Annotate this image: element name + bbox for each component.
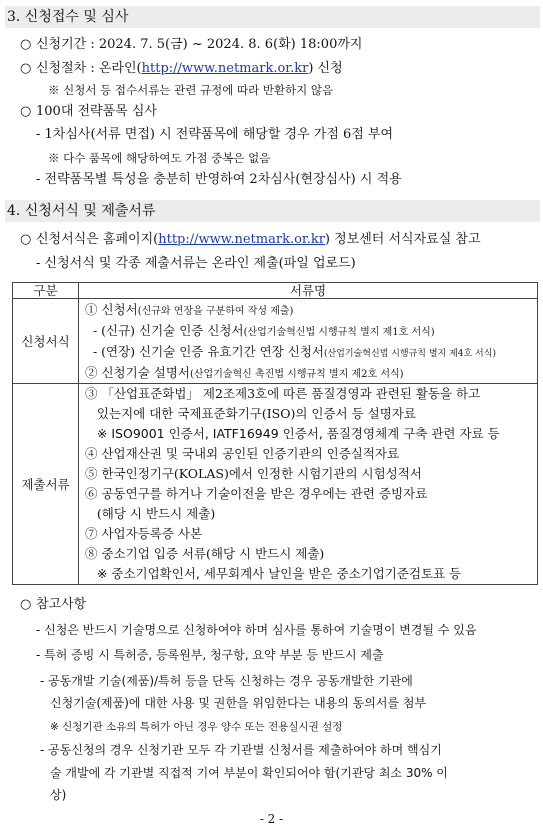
notes-line-3-note: ※ 신청기관 소유의 특허가 아닌 경우 양수 또는 전용실시권 설정 [50,721,343,733]
apply-period: ○ 신청기간 : 2024. 7. 5(금) ~ 2024. 8. 6(화) 18:00까지 [20,37,363,52]
notes-line-3a: - 공동개발 기술(제품)/특허 등을 단독 신청하는 경우 공동개발한 기관에 [40,674,413,688]
list-item: ⑧ 중소기업 입증 서류(해당 시 반드시 제출) [85,546,325,561]
notes-line-4b: 술 개발에 각 기관별 직접적 기여 부분이 확인되어야 함(기관당 최소 30% 이 [50,766,448,780]
list-item: ⑦ 사업자등록증 사본 [85,526,203,541]
netmark-link[interactable]: http://www.netmark.or.kr [141,61,309,76]
section-3-heading: 3. 신청접수 및 심사 [5,6,540,28]
submit-list [79,384,538,585]
table-row [13,384,538,585]
list-item: ⑥ 공동연구를 하거나 기술이전을 받은 경우에는 관련 증빙자료 [85,486,428,501]
notes-line-4c: 상) [50,788,67,802]
circle-bullet-icon: ○ [20,61,32,76]
notes-line-1: - 신청은 반드시 기술명으로 신청하여야 하며 심사를 통하여 기술명이 변경될 수 있음 [36,623,477,637]
circle-bullet-icon: ○ [20,37,32,52]
review-line-2: - 전략품목별 특성을 충분히 반영하여 2차심사(현장심사) 시 적용 [36,172,402,187]
list-item: ④ 산업재산권 및 국내외 공인된 인증기관의 인증실적자료 [85,446,400,461]
apply-method: ○ 신청절차 : 온라인(http://www.netmark.or.kr) 신청 [20,61,343,76]
notes-line-3b: 신청기술(제품)에 대한 사용 및 권한을 위임한다는 내용의 동의서를 첨부 [50,696,427,710]
circle-bullet-icon: ○ [20,104,32,119]
category-submit: 제출서류 [13,384,79,585]
forms-list [79,299,538,384]
list-item: ① 신청서(신규와 연장을 구분하여 작성 제출) [85,302,294,317]
list-item: 있는지에 대한 국제표준화기구(ISO)의 인증서 등 설명자료 [85,406,416,421]
notes-line-4a: - 공동신청의 경우 신청기관 모두 각 기관별 신청서를 제출하여야 하며 핵심기 [40,743,442,757]
list-item: ※ ISO9001 인증서, IATF16949 인증서, 품질경영체계 구축 관련 자료 등 [85,426,500,441]
list-item: ② 신청기술 설명서(산업기술혁신 촉진법 시행규칙 별지 제2호 서식) [85,365,404,380]
table-row [13,299,538,384]
section-4-heading: 4. 신청서식 및 제출서류 [5,200,540,222]
notes-line-2: - 특허 증빙 시 특허증, 등록원부, 청구항, 요약 부분 등 반드시 제출 [36,648,384,662]
list-item: (해당 시 반드시 제출) [85,506,216,521]
forms-reference: ○ 신청서식은 홈페이지(http://www.netmark.or.kr) 정보센터 서식자료실 참고 [20,232,481,247]
documents-table [12,282,538,585]
method-note: ※ 신청서 등 접수서류는 관련 규정에 따라 반환하지 않음 [48,83,334,97]
table-header-row [13,283,538,299]
review-title: ○ 100대 전략품목 심사 [20,104,157,119]
category-forms: 신청서식 [13,299,79,384]
netmark-link-2[interactable]: http://www.netmark.or.kr [158,232,325,247]
header-category: 구분 [13,283,79,299]
list-item: ⑤ 한국인정기구(KOLAS)에서 인정한 시험기관의 시험성적서 [85,466,422,481]
header-documents: 서류명 [79,283,538,299]
circle-bullet-icon: ○ [20,232,32,247]
notes-title: ○ 참고사항 [20,597,87,612]
list-item: - (신규) 신기술 인증 신청서(산업기술혁신법 시행규칙 별지 제1호 서식) [85,323,435,338]
list-item: ※ 중소기업확인서, 세무회계사 날인을 받은 중소기업기준검토표 등 [85,566,462,581]
list-item: ③ 「산업표준화법」 제2조제3호에 따른 품질경영과 관련된 활동을 하고 [85,386,481,401]
list-item: - (연장) 신기술 인증 유효기간 연장 신청서(산업기술혁신법 시행규칙 별지 제4호 서식) [85,344,496,359]
forms-sub: - 신청서식 및 각종 제출서류는 온라인 제출(파일 업로드) [36,256,356,271]
review-note: ※ 다수 품목에 해당하여도 가점 중복은 없음 [48,151,271,165]
page-number: - 2 - [259,812,284,826]
review-line-1: - 1차심사(서류 면접) 시 전략품목에 해당할 경우 가점 6점 부여 [36,127,394,142]
circle-bullet-icon: ○ [20,597,32,612]
